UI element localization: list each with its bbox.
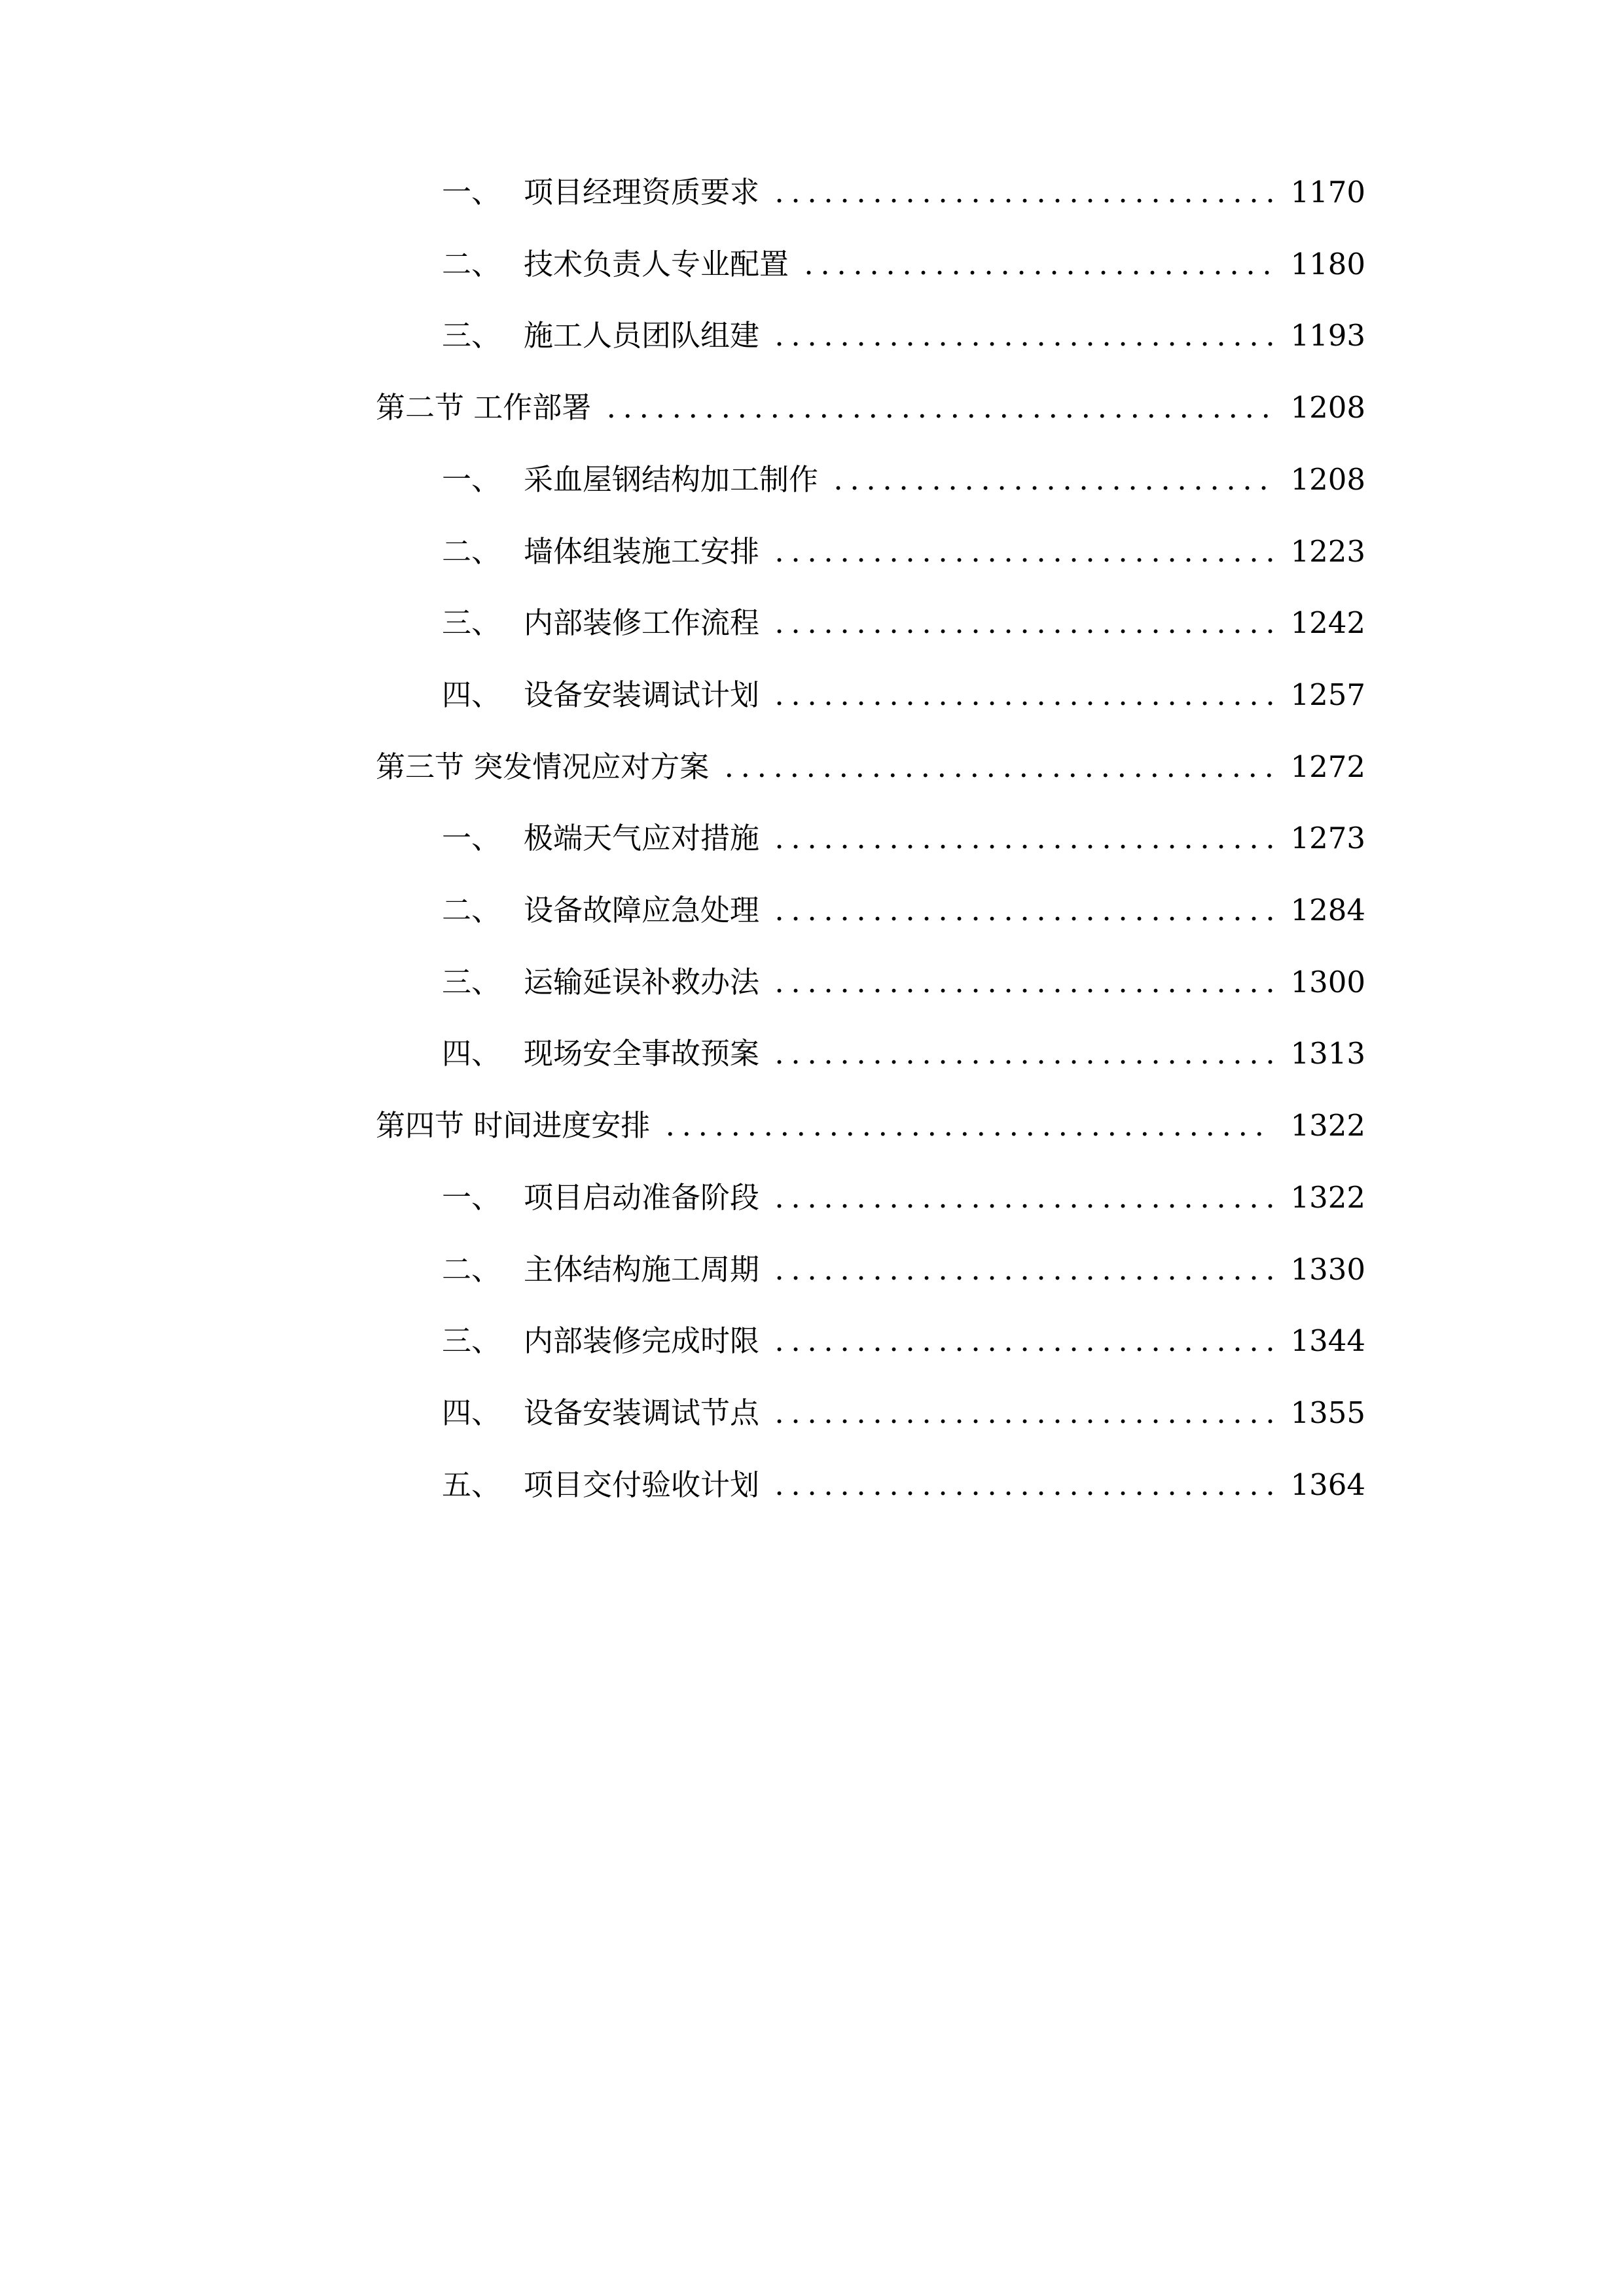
toc-section-entry[interactable] [0, 741, 1624, 793]
toc-entry-number: 三、 [442, 318, 501, 353]
toc-page-number: 1208 [1290, 390, 1365, 425]
toc-page-number: 1330 [1290, 1252, 1365, 1287]
toc-dot-leader: . . . . . . . . . . . . . . . . . . . . . . . . . . . . . . . [774, 965, 1275, 999]
toc-entry-number: 二、 [442, 1252, 501, 1287]
toc-entry-number: 五、 [442, 1467, 501, 1502]
toc-entry-number: 三、 [442, 965, 501, 999]
toc-entry-title: 第四节 时间进度安排 [376, 1108, 651, 1143]
toc-page-number: 1272 [1290, 749, 1365, 784]
toc-entry-title: 设备安装调试计划 [524, 677, 760, 712]
toc-page-number: 1208 [1290, 462, 1365, 497]
toc-subsection-entry[interactable] [0, 1172, 1624, 1224]
toc-dot-leader: . . . . . . . . . . . . . . . . . . . . . . . . . . . . . . . [774, 318, 1275, 353]
toc-page-number: 1344 [1290, 1323, 1365, 1358]
toc-page-number: 1364 [1290, 1467, 1365, 1502]
toc-entry-title: 极端天气应对措施 [524, 821, 760, 855]
toc-entry-number: 二、 [442, 893, 501, 927]
toc-page-number: 1322 [1290, 1180, 1365, 1215]
toc-dot-leader: . . . . . . . . . . . . . . . . . . . . . . . . . . . . . . . [774, 1395, 1275, 1430]
toc-section-entry[interactable] [0, 1100, 1624, 1152]
toc-page-number: 1193 [1290, 318, 1365, 353]
toc-subsection-entry[interactable] [0, 884, 1624, 937]
toc-subsection-entry[interactable] [0, 597, 1624, 649]
toc-dot-leader: . . . . . . . . . . . . . . . . . . . . . . . . . . . [833, 462, 1269, 497]
toc-dot-leader: . . . . . . . . . . . . . . . . . . . . . . . . . . . . . . . [774, 1036, 1275, 1071]
toc-dot-leader: . . . . . . . . . . . . . . . . . . . . . . . . . . . . . . . . . . . . . [665, 1108, 1264, 1143]
toc-entry-number: 三、 [442, 605, 501, 640]
toc-entry-number: 三、 [442, 1323, 501, 1358]
toc-subsection-entry[interactable] [0, 1387, 1624, 1439]
toc-page-number: 1300 [1290, 965, 1365, 999]
toc-entry-title: 内部装修工作流程 [524, 605, 760, 640]
toc-entry-title: 现场安全事故预案 [524, 1036, 760, 1071]
toc-entry-title: 项目启动准备阶段 [524, 1180, 760, 1215]
toc-entry-number: 一、 [442, 175, 501, 209]
toc-entry-title: 设备安装调试节点 [524, 1395, 760, 1430]
toc-subsection-entry[interactable] [0, 956, 1624, 1009]
toc-subsection-entry[interactable] [0, 812, 1624, 865]
toc-subsection-entry[interactable] [0, 454, 1624, 506]
toc-subsection-entry[interactable] [0, 669, 1624, 721]
toc-subsection-entry[interactable] [0, 1244, 1624, 1296]
toc-section-entry[interactable] [0, 382, 1624, 434]
toc-page-number: 1180 [1290, 247, 1365, 281]
toc-page-number: 1242 [1290, 605, 1365, 640]
toc-entry-title: 施工人员团队组建 [524, 318, 760, 353]
toc-entry-number: 二、 [442, 247, 501, 281]
toc-subsection-entry[interactable] [0, 1315, 1624, 1367]
toc-subsection-entry[interactable] [0, 526, 1624, 578]
toc-dot-leader: . . . . . . . . . . . . . . . . . . . . . . . . . . . . . . . [774, 605, 1275, 640]
toc-entry-title: 第二节 工作部署 [376, 390, 592, 425]
toc-entry-number: 四、 [442, 1395, 501, 1430]
toc-entry-number: 二、 [442, 534, 501, 569]
toc-dot-leader: . . . . . . . . . . . . . . . . . . . . . . . . . . . . . . . [774, 677, 1275, 712]
toc-subsection-entry[interactable] [0, 1028, 1624, 1080]
toc-subsection-entry[interactable] [0, 310, 1624, 362]
toc-dot-leader: . . . . . . . . . . . . . . . . . . . . . . . . . . . . . . . . . . . . . . . . . [606, 390, 1271, 425]
toc-page-number: 1313 [1290, 1036, 1365, 1071]
toc-subsection-entry[interactable] [0, 238, 1624, 291]
toc-entry-title: 内部装修完成时限 [524, 1323, 760, 1358]
toc-entry-number: 四、 [442, 677, 501, 712]
toc-dot-leader: . . . . . . . . . . . . . . . . . . . . . . . . . . . . . . . [774, 821, 1275, 855]
toc-subsection-entry[interactable] [0, 166, 1624, 219]
toc-entry-number: 一、 [442, 462, 501, 497]
toc-entry-title: 项目交付验收计划 [524, 1467, 760, 1502]
toc-entry-title: 主体结构施工周期 [524, 1252, 760, 1287]
toc-page-number: 1257 [1290, 677, 1365, 712]
toc-entry-title: 技术负责人专业配置 [524, 247, 789, 281]
toc-dot-leader: . . . . . . . . . . . . . . . . . . . . . . . . . . . . . . . [774, 175, 1275, 209]
toc-entry-number: 一、 [442, 1180, 501, 1215]
toc-entry-title: 采血屋钢结构加工制作 [524, 462, 819, 497]
toc-dot-leader: . . . . . . . . . . . . . . . . . . . . . . . . . . . . . . . [774, 534, 1275, 569]
toc-subsection-entry[interactable] [0, 1459, 1624, 1511]
toc-dot-leader: . . . . . . . . . . . . . . . . . . . . . . . . . . . . . . . [774, 1467, 1275, 1502]
toc-page-number: 1273 [1290, 821, 1365, 855]
toc-entry-title: 设备故障应急处理 [524, 893, 760, 927]
toc-page-number: 1284 [1290, 893, 1365, 927]
toc-page-number: 1355 [1290, 1395, 1365, 1430]
toc-page-number: 1223 [1290, 534, 1365, 569]
toc-dot-leader: . . . . . . . . . . . . . . . . . . . . . . . . . . . . . . . [774, 1323, 1275, 1358]
toc-entry-title: 墙体组装施工安排 [524, 534, 760, 569]
toc-dot-leader: . . . . . . . . . . . . . . . . . . . . . . . . . . . . . . . . . . [724, 749, 1274, 784]
toc-entry-number: 四、 [442, 1036, 501, 1071]
toc-dot-leader: . . . . . . . . . . . . . . . . . . . . . . . . . . . . . [804, 247, 1272, 281]
toc-dot-leader: . . . . . . . . . . . . . . . . . . . . . . . . . . . . . . . [774, 893, 1275, 927]
toc-page-number: 1170 [1290, 175, 1365, 209]
toc-page-number: 1322 [1290, 1108, 1365, 1143]
toc-dot-leader: . . . . . . . . . . . . . . . . . . . . . . . . . . . . . . . [774, 1180, 1275, 1215]
toc-entry-number: 一、 [442, 821, 501, 855]
toc-entry-title: 第三节 突发情况应对方案 [376, 749, 710, 784]
toc-entry-title: 运输延误补救办法 [524, 965, 760, 999]
toc-entry-title: 项目经理资质要求 [524, 175, 760, 209]
toc-dot-leader: . . . . . . . . . . . . . . . . . . . . . . . . . . . . . . . [774, 1252, 1275, 1287]
